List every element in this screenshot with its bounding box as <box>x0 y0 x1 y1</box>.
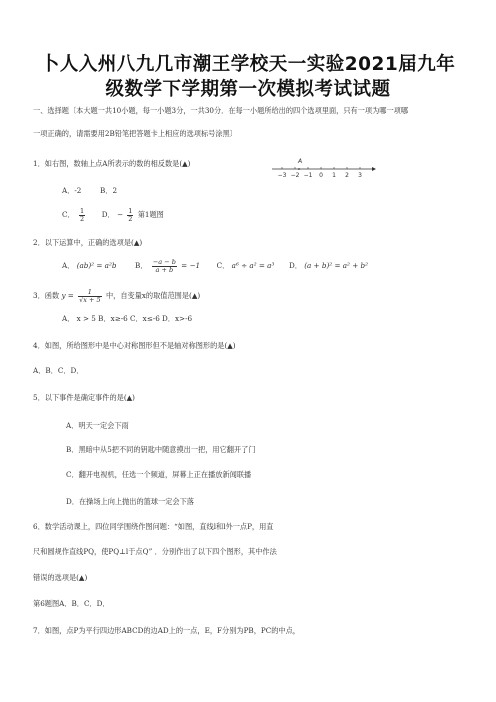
q6-line-2: 尺和圆规作直线PQ，使PQ⊥l于点Q” ．分别作出了以下四个图形，其中作法 <box>33 547 277 556</box>
q6-line-1: 6．数学活动课上，四位同学围绕作图问题：“如图，直线l和l外一点P，用直 <box>33 522 274 531</box>
number-line-point-label: A <box>298 158 303 165</box>
q3-stem-post: 中，自变量x的取值范围是(▲) <box>105 291 201 300</box>
q2-option-a-label: A． <box>62 261 75 270</box>
number-line-figure <box>268 157 378 181</box>
q2-option-b-rhs: = −1 <box>181 261 201 270</box>
q5-stem: 5．以下事件是确定事件的是(▲) <box>33 393 135 402</box>
q1-options-ab <box>62 186 117 196</box>
q5-option-a: A．明天一定会下雨 <box>66 421 129 430</box>
q2-option-c-label: C． <box>216 261 230 270</box>
q2-option-b-fraction: $\frac{-a - b}{a + b}$ <box>152 257 176 274</box>
number-line-tick-label: 3 <box>358 172 362 179</box>
q3-func-fraction: $\frac{1}{√x + 5}$ <box>79 287 101 304</box>
number-line-tick-label: −1 <box>303 172 313 179</box>
q2-option-c-expr: a⁶ ÷ a² = a³ <box>231 261 275 270</box>
q6-line-3: 错误的选项是(▲) <box>33 573 88 582</box>
title-line-2: 级数学下学期第一次模拟考试试题 <box>105 79 391 100</box>
q6-line-4: 第6题图A．B．C．D． <box>33 599 110 608</box>
q2-option-a-expr: (ab)² = a²b <box>76 261 117 270</box>
q1-option-b: B．2 <box>99 186 118 195</box>
q3-options: A． x > 5 B．x≥-6 C．x≤-6 D．x>-6 <box>62 314 193 323</box>
q5-option-c: C．翻开电视机，任选一个频道，屏幕上正在播放新闻联播 <box>66 470 252 479</box>
q4-stem: 4．如图，所给图形中是中心对称图形但不是轴对称图形的是(▲) <box>33 341 236 350</box>
number-line-tick-label: −3 <box>277 172 287 179</box>
number-line-point-a <box>298 168 300 170</box>
section-intro-line-1: 一、选择题〔本大题一共10小题，每一小题3分，一共30分．在每一小题所给出的四个选项里面，只有一项为哪一项哪 <box>33 106 409 115</box>
q2-stem: 2．以下运算中，正确的选项是(▲) <box>33 238 143 247</box>
q1-option-d-fraction: $\frac{1}{2}$ <box>128 206 133 223</box>
q5-option-d: D．在操场上向上抛出的篮球一定会下落 <box>66 497 194 506</box>
number-line-tick-label: 1 <box>332 172 336 179</box>
q2-option-d-label: D． <box>288 261 302 270</box>
q2-option-d-expr: (a + b)² = a² + b² <box>304 261 368 270</box>
q3-stem-pre: 3．函数 <box>33 291 60 300</box>
q1-option-c: C． <box>62 210 75 219</box>
section-intro-line-2: 一项正确的，请需要用2B铅笔把答题卡上相应的选项标号涂黑〕 <box>33 129 237 138</box>
number-line-tick-label: 0 <box>319 172 323 179</box>
q1-option-c-fraction: $\frac{1}{2}$ <box>79 206 85 223</box>
q2-options <box>62 256 368 276</box>
q1-option-d-sign: − <box>116 210 123 219</box>
q4-options: A．B．C．D． <box>33 366 84 375</box>
q1-stem: 1．如右图，数轴上点A所表示的数的相反数是(▲) <box>33 159 191 168</box>
q1-options-cd <box>62 206 164 224</box>
q3-func-lhs: y = <box>61 291 74 300</box>
q7-stem: 7．如图，点P为平行四边形ABCD的边AD上的一点，E，F分别为PB，PC的中点， <box>33 626 300 635</box>
q2-option-b-label: B． <box>135 261 148 270</box>
number-line-tick-label: 2 <box>345 172 349 179</box>
q3-stem <box>33 286 200 306</box>
title-line-1: 卜人入州八九几市潮王学校天一实验2021届九年 <box>40 54 456 75</box>
q1-option-d: D． <box>101 210 115 219</box>
number-line-tick-label: −2 <box>290 172 300 179</box>
q5-option-b: B．黑暗中从5把不同的钥匙中随意摸出一把，用它翻开了门 <box>66 445 256 454</box>
q1-figure-caption: 第1题图 <box>137 210 164 219</box>
number-line-arrow <box>372 167 376 171</box>
q1-option-a: A．-2 <box>62 186 82 195</box>
